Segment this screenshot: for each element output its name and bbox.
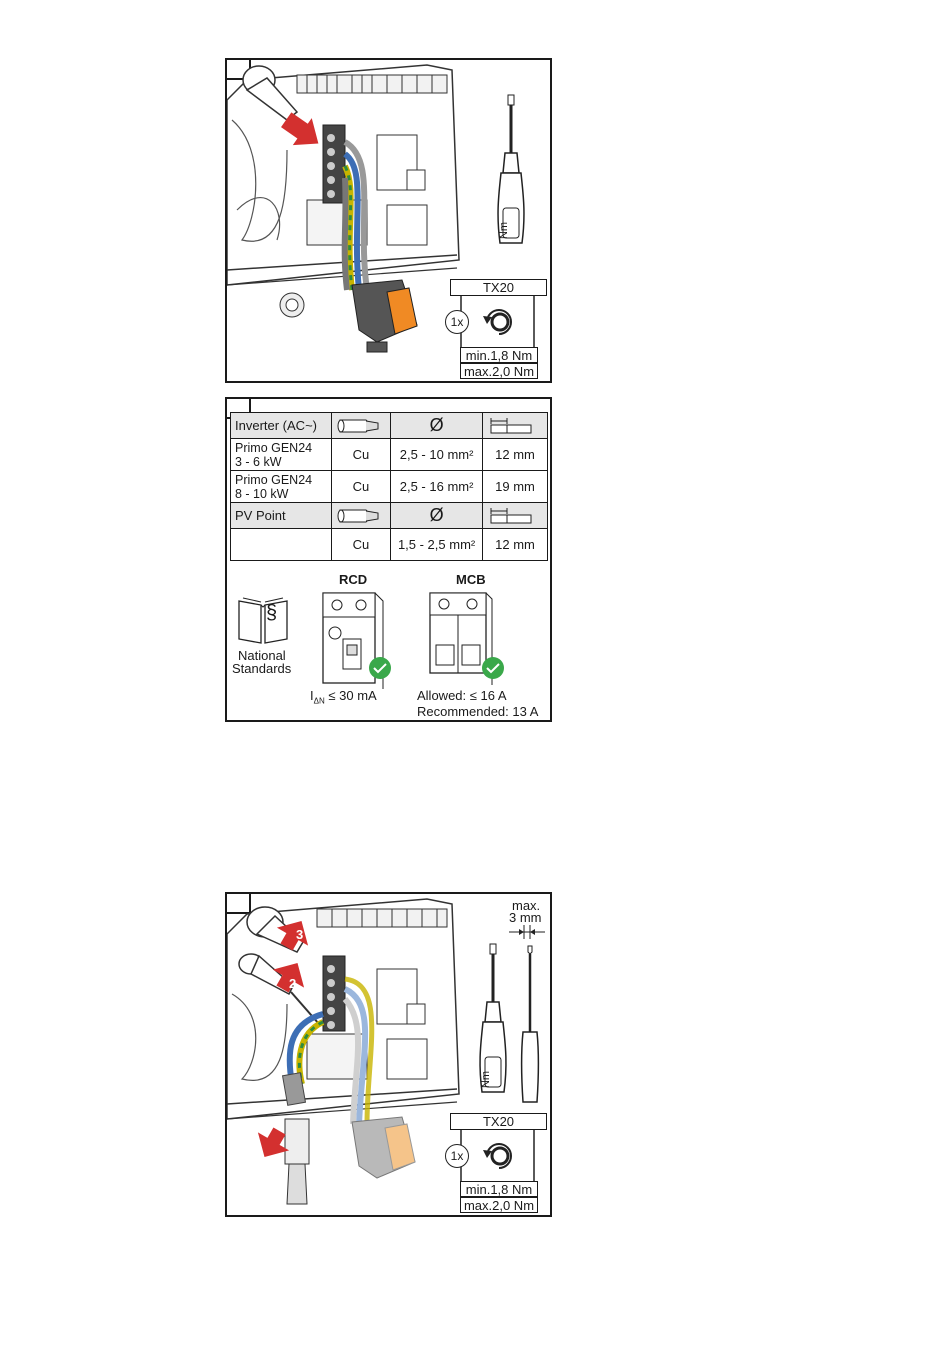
torque-max-label: max.2,0 Nm — [460, 363, 538, 379]
table-header-row — [231, 503, 548, 529]
strip-length-cell: 12 mm — [483, 439, 548, 471]
cable-icon-cell — [331, 413, 390, 439]
table-row — [231, 471, 548, 503]
tool-label: TX20 — [450, 279, 547, 296]
tool-label: TX20 — [450, 1113, 547, 1130]
strip-icon-cell — [483, 413, 548, 439]
table-row — [231, 529, 548, 561]
mcb-allowed: Allowed: ≤ 16 A — [417, 688, 507, 703]
model-cell — [231, 471, 332, 503]
torx-rotate-icon — [479, 302, 519, 342]
model-range: 3 - 6 kW — [235, 454, 282, 469]
spec-panel — [225, 397, 552, 722]
step-panel-fasten — [225, 892, 552, 1217]
material-cell: Cu — [331, 439, 390, 471]
header-inverter: Inverter (AC~) — [231, 413, 332, 439]
rcd-rating — [310, 688, 377, 709]
material-cell: Cu — [331, 471, 390, 503]
material-cell: Cu — [331, 529, 390, 561]
mcb-title: MCB — [456, 572, 486, 587]
cross-section-cell: 2,5 - 10 mm² — [391, 439, 483, 471]
diameter-symbol: Ø — [391, 413, 483, 439]
diameter-symbol: Ø — [391, 503, 483, 529]
torque-max-label: max.2,0 Nm — [460, 1197, 538, 1213]
strip-icon-cell — [483, 503, 548, 529]
table-header-row — [231, 413, 548, 439]
model-name: Primo GEN24 — [235, 472, 313, 487]
model-range: 8 - 10 kW — [235, 486, 289, 501]
flat-screwdriver-icon — [515, 942, 545, 1107]
cross-section-cell: 1,5 - 2,5 mm² — [391, 529, 483, 561]
screwdriver-nm-label: Nm — [480, 1070, 493, 1089]
gap-dimension-icon — [507, 925, 547, 939]
gap-label-line2: 3 mm — [509, 910, 542, 925]
cable-end-icon — [336, 506, 380, 526]
torque-min-label: min.1,8 Nm — [460, 347, 538, 363]
step-panel-connect — [225, 58, 552, 383]
arrow-label-2: 2 — [289, 976, 297, 991]
screwdriver-nm-label: Nm — [498, 221, 511, 240]
model-cell — [231, 439, 332, 471]
rcd-value: ≤ 30 mA — [328, 688, 377, 703]
paragraph-symbol: § — [266, 602, 278, 624]
model-cell-empty — [231, 529, 332, 561]
cross-section-cell: 2,5 - 16 mm² — [391, 471, 483, 503]
mcb-check-icon — [481, 656, 505, 680]
model-name: Primo GEN24 — [235, 440, 313, 455]
rcd-check-icon — [368, 656, 392, 680]
rcd-sub: ΔN — [313, 696, 325, 706]
rcd-i: I — [310, 688, 314, 703]
table-row — [231, 439, 548, 471]
gap-label-line1: max. — [512, 898, 541, 913]
repeat-badge — [445, 310, 469, 334]
standards-book-icon — [235, 595, 291, 647]
repeat-count: 1x — [450, 1149, 464, 1163]
mcb-recommended: Recommended: 13 A — [417, 704, 539, 719]
torx-rotate-icon — [479, 1136, 519, 1176]
arrow-label-1: 1 — [265, 1154, 273, 1169]
header-pv-point: PV Point — [231, 503, 332, 529]
strip-length-cell: 19 mm — [483, 471, 548, 503]
cable-spec-table — [230, 412, 548, 561]
strip-length-icon — [487, 415, 533, 437]
repeat-count: 1x — [450, 315, 464, 329]
standards-line2: Standards — [232, 661, 292, 676]
torque-min-label: min.1,8 Nm — [460, 1181, 538, 1197]
strip-length-icon — [487, 505, 533, 527]
cable-icon-cell — [331, 503, 390, 529]
cable-end-icon — [336, 416, 380, 436]
repeat-badge — [445, 1144, 469, 1168]
rcd-title: RCD — [339, 572, 368, 587]
arrow-label-3: 3 — [296, 927, 304, 942]
standards-line1: National — [238, 648, 286, 663]
strip-length-cell: 12 mm — [483, 529, 548, 561]
